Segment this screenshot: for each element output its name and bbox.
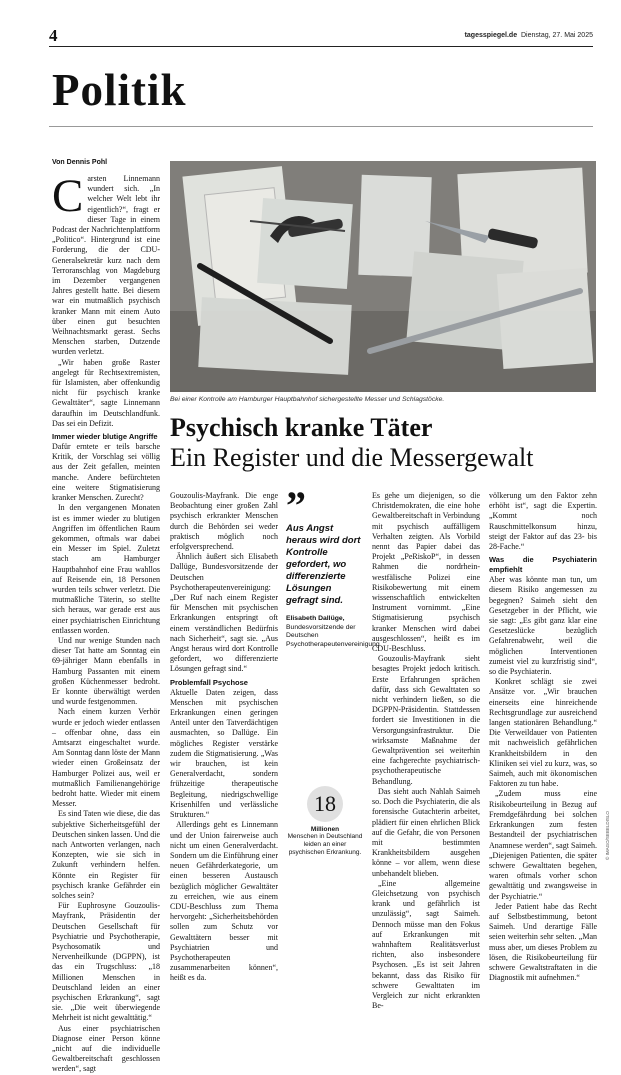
subheading: Immer wieder blutige Angriffe [52,432,158,442]
paragraph: In den vergangenen Monaten ist es immer wieder zu blutigen Angriffen im öffentlichen Raum gekommen, oftmals war dabei ein Messer im Spiel. Zuletzt stach am Hamburger Hauptbahnhof eine Frau wahllos auf Reisende ein, 18 Personen wurden teils schwer verletzt. Die mutmaßliche Täterin, so stellte sich heraus, war gerade erst aus einer psychiatrischen Einrichtung entlassen worden. [52,503,160,635]
drop-cap: C [52,170,84,222]
photo-credit: © IMAGO/SEBELDISLO [605,811,610,860]
paragraph: „Zudem muss eine Risikobeurteilung in Bezug auf Fremdgefährdung bei solchen Erkrankungen zum festen Bestandteil der psychiatrischen Anamnese werden“, sagt Saimeh. „Diejenigen Patienten, die später schwere Gewalttaten begehen, waren oftmals vorher schon gewalttätig und zwangsweise in der Psychiatrie.“ [489,789,597,901]
stat-number: 18 [307,786,343,822]
pull-quote [286,483,380,649]
masthead [465,32,593,39]
quote-author [286,615,380,649]
paragraph: Aus einer psychiatrischen Diagnose einer Person könne „nicht auf die individuelle Gewaltbereitschaft geschlossen werden“, sagt [52,1023,160,1074]
quote-mark-icon: ” [286,483,306,528]
section-title: Politik [52,65,187,115]
paragraph: Aber was könnte man tun, um diesem Risiko angemessen zu begegnen? Saimeh sieht den Gesetzgeber in der Pflicht, wie sie sagt: „Es gibt ganz klar eine Gesetzeslücke bezüglich Gefahrenabwehr, weil die möglichen Interventionen zumeist viel zu kurzfristig sind“, so die Psychiaterin. [489,575,597,677]
stat-text: Menschen in Deutschland leiden an einer psychischen Erkrankung. [287,833,363,856]
byline: Von Dennis Pohl [52,159,108,166]
paragraph: Und nur wenige Stunden nach dieser Tat hatte am Sonntag ein 69-jähriger Mann ebenfalls in Hamburg Passanten mit einem großen Küchenmesser bedroht. Er konnte überwältigt werden und wurde festgenommen. [52,635,160,707]
section-rule [49,126,593,127]
issue-date: Dienstag, 27. Mai 2025 [521,32,593,39]
paragraph: völkerung um den Faktor zehn erhöht ist“, sagt die Expertin. „Kommt noch Rauschmittelkonsum hinzu, steigt der Faktor auf das 23- bis 28-Fache.“ [489,491,597,552]
paragraph: „Wir haben große Raster angelegt für Rechtsextremisten, für Islamisten, aber offenkundig nicht für psychisch kranke Gewalttäter“, sagte Linnemann daraufhin im Deutschlandfunk. Das sei ein Defizit. [52,357,160,428]
subheading: Problemfall Psychose [170,677,248,687]
photo-caption: Bei einer Kontrolle am Hamburger Hauptbahnhof sichergestellte Messer und Schlagstöcke. [170,396,445,403]
quote-text: Aus Angst heraus wird dort Kontrolle gefordert, wo differenzierte Lösungen gefragt sind. [286,523,361,606]
paragraph: Dafür erntete er teils barsche Kritik, der Vorschlag sei völlig aus der Zeit gefallen, meinten manche. Andere befürchteten eine weitere Stigmatisierung kranker Menschen. Zurecht? [52,442,160,503]
article-photo [170,161,596,392]
paragraph: Es gehe um diejenigen, so die Christdemokraten, die eine hohe Gewaltbereitschaft in Verbindung mit psychisch auffälligem Verhalten zeigten. Als Vorbild nennt das Papier dabei das Projekt „PeRiskoP“, in dessen Rahmen die nordrhein-westfälische Polizei eine Risikobewertung mit einem wissenschaftlich entwickelten Instrument vornimmt. „Eine Stigmatisierung psychisch kranker Menschen wird dabei ausgeschlossen“, heißt es im CDU-Beschluss. [372,491,480,654]
article-column-3 [372,491,480,1011]
quote-author-role: Bundesvorsitzende der Deutschen Psychotherapeutenvereinigung [286,623,380,648]
paragraph: „Eine allgemeine Gleichsetzung von psychisch krank und gefährlich ist unzulässig“, sagt Saimeh. Dennoch müsse man den Fokus auf Erkrankungen mit wahnhaftem Realitätsverlust richten, also insbesondere Psychosen. „Es ist seit Jahren bekannt, dass das Risiko für schwere Gewalttaten im Vergleich zur nicht erkrankten Be- [372,878,480,1011]
paragraph: Nach einem kurzen Verhör wurde er jedoch wieder entlassen – offenbar ohne, dass ein Amtsarzt eingeschaltet wurde. Am Sonntag dann löste der Mann wieder einen Großeinsatz der Hamburger Polizei aus, weil er mutmaßlich Familienangehörige bedroht hatte. Wieder mit einem Messer. [52,707,160,809]
publication-name: tagesspiegel.de [464,32,518,39]
paragraph: Aktuelle Daten zeigen, dass Menschen mit psychischen Erkrankungen einen geringen Anteil unter den Tatverdächtigen ausmachten, so Dallüge. Ein mögliches Register verstärke zudem die Stigmatisierung. „Was wir brauchen, ist kein Generalverdacht, sondern frühzeitige therapeutische Begleitung, niedrigschwellige Krisenhilfen und verlässliche Strukturen.“ [170,687,278,820]
paragraph: Gouzoulis-Mayfrank sieht besagtes Projekt jedoch kritisch. Erste Erfahrungen sprächen dafür, dass sich Gewalttaten so nicht verhindern ließen, so die DGPPN-Präsidentin. Stattdessen fordert sie Investitionen in die Versorgungsinfrastruktur. Die wirksamste Maßnahme der Gewaltprävention sei weiterhin eine fachgerechte psychiatrisch-psychotherapeutische Behandlung. [372,654,480,786]
quote-author-name: Elisabeth Dallüge, [286,615,345,622]
paragraph: Das sieht auch Nahlah Saimeh so. Doch die Psychiaterin, die als forensische Gutachterin arbeitet, plädiert für einen ehrlichen Blick auf die Gefahr, die von Personen mit bestimmten Krankheitsbildern ausgehen könne – vor allem, wenn diese unbehandelt blieben. [372,786,480,878]
paragraph: Konkret schlägt sie zwei Ansätze vor. „Wir brauchen einerseits eine hinreichende Rechtsgrundlage zur ausreichend langen stationären Behandlung.“ Die Verweildauer von Patienten mit nachweislich gefährlichen Krankheitsbildern in den Kliniken sei viel zu kurz, was, so Saimeh, auch mit ökonomischen Faktoren zu tun habe. [489,677,597,789]
stat-box [286,786,364,857]
page-number: 4 [49,26,58,45]
intro-paragraph: Carsten Linnemann wundert sich. „In welcher Welt lebt ihr eigentlich?“, fragt er dieser Tage in einem Podcast der Nachrichtenplattform „Politico“. Hintergrund ist eine Forderung, die der CDU-Generalsekretär kurz nach dem Terroranschlag von Magdeburg im Dezember vergangenen Jahres gestellt hatte. Bei diesem war ein mutmaßlich psychisch kranker Mann mit einem Auto über einen gut besuchten Weihnachtsmarkt gerast. Sechs Menschen starben, Dutzende wurden verletzt. [52,170,160,357]
subheading: Was die Psychiaterin empfiehlt [489,555,597,575]
paragraph: Gouzoulis-Mayfrank. Die enge Beobachtung einer großen Zahl psychisch erkrankter Menschen durch die Behörden sei weder praktisch möglich noch erfolgversprechend. [170,491,278,552]
stat-title: Millionen [310,826,340,833]
seized-weapons-image [170,161,596,392]
paragraph: Jeder Patient habe das Recht auf Selbstbestimmung, betont Saimeh. Und derartige Fälle seien weiterhin sehr selten. „Man muss aber, um dieses Problem zu lösen, die Risikobeurteilung für schwere Gewaltstraftaten in die Diagnostik mit aufnehmen.“ [489,901,597,983]
paragraph: Für Euphrosyne Gouzoulis-Mayfrank, Präsidentin der Deutschen Gesellschaft für Psychiatrie und Psychotherapie, Psychosomatik und Nervenheilkunde (DGPPN), ist das ein Trugschluss: „18 Millionen Menschen in Deutschland leiden an einer psychischen Erkrankung“, sagt sie. „Die weit überwiegende Mehrheit ist nicht gewalttätig.“ [52,901,160,1023]
paragraph: Ähnlich äußert sich Elisabeth Dallüge, Bundesvorsitzende der Deutschen Psychotherapeutenvereinigung: „Der Ruf nach einem Register für Menschen mit psychischen Erkrankungen entspringt oft einem verständlichen Bedürfnis nach Sicherheit“, sagt sie. „Aus Angst heraus wird dort Kontrolle gefordert, wo differenzierte Lösungen gefragt sind.“ [170,552,278,674]
article-column-1 [52,170,160,1074]
paragraph: Es sind Taten wie diese, die das subjektive Sicherheitsgefühl der Deutschen sinken lassen. Und die nach Antworten verlangen, nach Konzepten, wie sie sich in Zukunft verhindern helfen. Könnte ein Register für psychisch kranke Gefährder ein solches sein? [52,809,160,901]
header-rule [49,46,593,47]
headline: Psychisch kranke Täter [170,413,433,442]
subheadline: Ein Register und die Messergewalt [170,443,534,472]
paragraph: Allerdings geht es Linnemann und der Union fairerweise auch nicht um einen Generalverdacht. Sondern um die Einführung einer neuen Gefährderkategorie, um einen besseren Austausch bezüglich möglicher Gewalttäter zu erreichen, wie aus einem CDU-Beschluss zum Thema hervorgeht: „Sicherheitsbehörden sollen zum Schutz vor Gewalttätern besser mit Psychiatrien und Psychotherapeuten zusammenarbeiten können“, heißt es da. [170,820,278,983]
article-column-2 [170,491,278,983]
article-column-4 [489,491,597,983]
page-header [49,26,593,44]
